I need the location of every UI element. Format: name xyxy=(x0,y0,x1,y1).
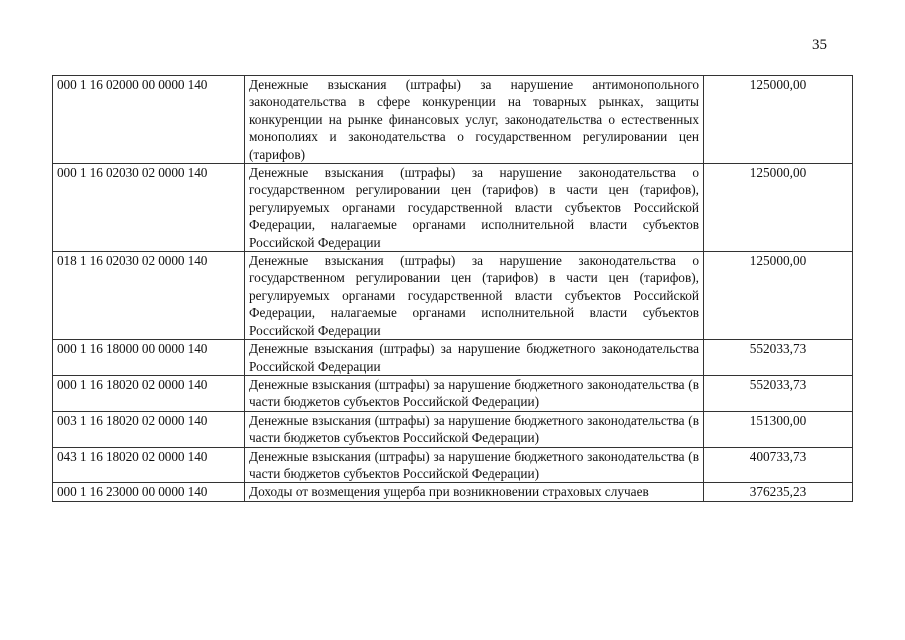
budget-code-cell: 043 1 16 18020 02 0000 140 xyxy=(53,447,245,483)
budget-code-cell: 000 1 16 18000 00 0000 140 xyxy=(53,340,245,376)
budget-code-cell: 018 1 16 02030 02 0000 140 xyxy=(53,252,245,340)
description-cell: Денежные взыскания (штрафы) за нарушение бюджетного законодательства (в части бюджетов субъектов Российской Федерации) xyxy=(245,375,704,411)
table-row xyxy=(53,164,853,252)
description-cell: Денежные взыскания (штрафы) за нарушение бюджетного законодательства Российской Федерации xyxy=(245,340,704,376)
amount-cell: 151300,00 xyxy=(704,411,853,447)
description-cell: Денежные взыскания (штрафы) за нарушение законодательства о государственном регулировании цен (тарифов) в части цен (тарифов), регулируемых органами государственной власти субъектов Российской Федерации, налагаемые органами исполнительной власти субъектов Российской Федерации xyxy=(245,164,704,252)
amount-cell: 552033,73 xyxy=(704,340,853,376)
budget-revenue-table xyxy=(52,75,853,502)
budget-code-cell: 000 1 16 23000 00 0000 140 xyxy=(53,483,245,501)
table-row xyxy=(53,76,853,164)
description-cell: Денежные взыскания (штрафы) за нарушение бюджетного законодательства (в части бюджетов субъектов Российской Федерации) xyxy=(245,411,704,447)
amount-cell: 376235,23 xyxy=(704,483,853,501)
table-row xyxy=(53,447,853,483)
amount-cell: 125000,00 xyxy=(704,252,853,340)
amount-cell: 552033,73 xyxy=(704,375,853,411)
budget-code-cell: 000 1 16 18020 02 0000 140 xyxy=(53,375,245,411)
description-cell: Денежные взыскания (штрафы) за нарушение законодательства о государственном регулировании цен (тарифов) в части цен (тарифов), регулируемых органами государственной власти субъектов Российской Федерации, налагаемые органами исполнительной власти субъектов Российской Федерации xyxy=(245,252,704,340)
description-cell: Денежные взыскания (штрафы) за нарушение бюджетного законодательства (в части бюджетов субъектов Российской Федерации) xyxy=(245,447,704,483)
amount-cell: 400733,73 xyxy=(704,447,853,483)
budget-code-cell: 000 1 16 02000 00 0000 140 xyxy=(53,76,245,164)
table-row xyxy=(53,340,853,376)
description-cell: Денежные взыскания (штрафы) за нарушение антимонопольного законодательства в сфере конкуренции на товарных рынках, защиты конкуренции на рынке финансовых услуг, законодательства о естественных монополиях и законодательства о государственном регулировании цен (тарифов) xyxy=(245,76,704,164)
table-row xyxy=(53,375,853,411)
amount-cell: 125000,00 xyxy=(704,76,853,164)
table-body xyxy=(53,76,853,502)
table-row xyxy=(53,411,853,447)
description-cell: Доходы от возмещения ущерба при возникновении страховых случаев xyxy=(245,483,704,501)
budget-code-cell: 003 1 16 18020 02 0000 140 xyxy=(53,411,245,447)
amount-cell: 125000,00 xyxy=(704,164,853,252)
table-row xyxy=(53,252,853,340)
page-number: 35 xyxy=(812,37,827,53)
table-row xyxy=(53,483,853,501)
budget-code-cell: 000 1 16 02030 02 0000 140 xyxy=(53,164,245,252)
